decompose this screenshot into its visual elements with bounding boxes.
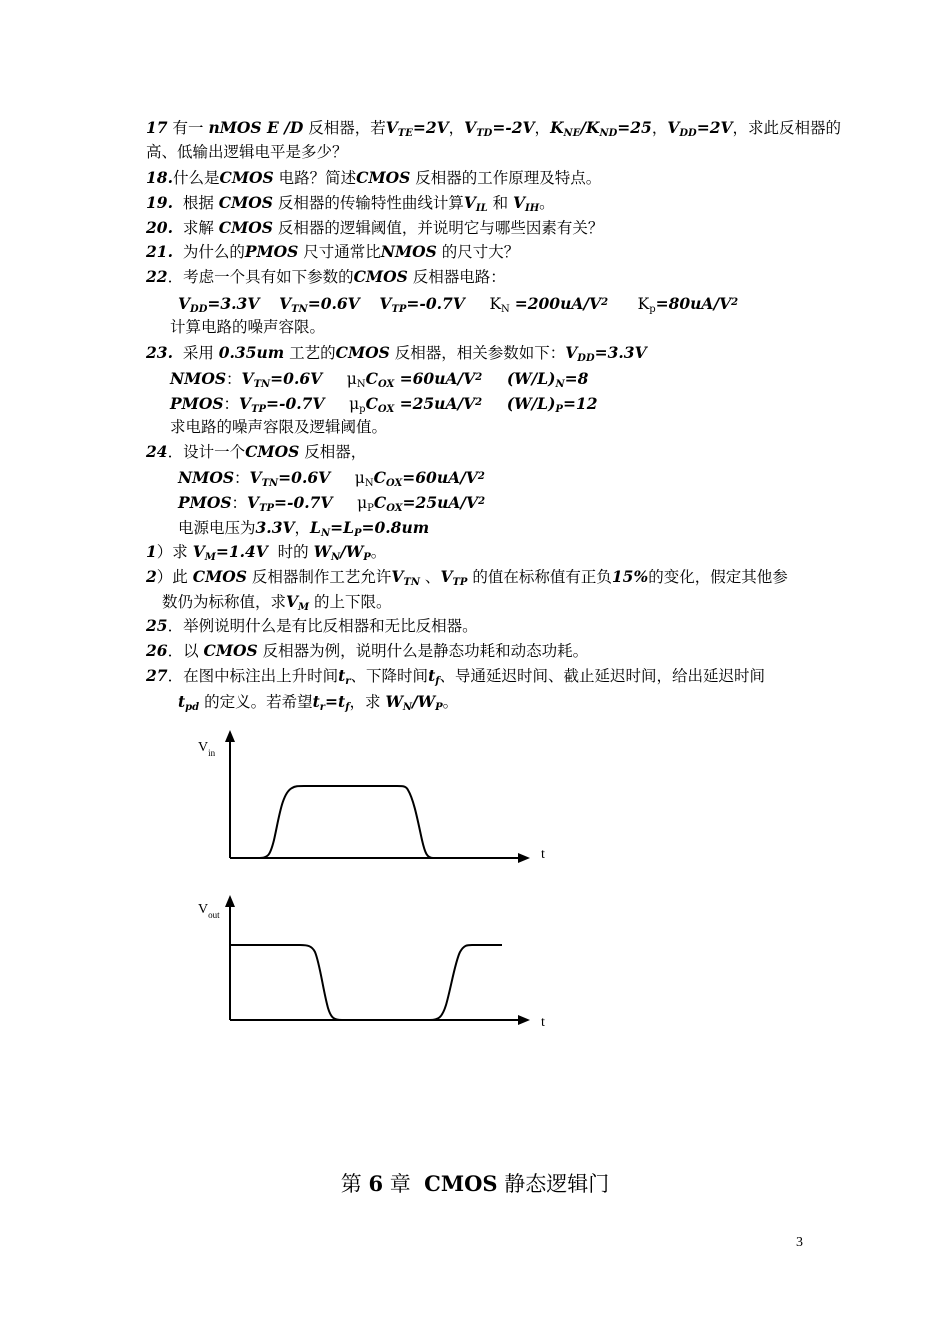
q24-sub2-line2: 数仍为标称值，求$V_M$ 的上下限。	[162, 592, 392, 613]
vout-x-arrow	[518, 1015, 530, 1025]
q21: 21. 为什么的PMOS 尺寸通常比NMOS 的尺寸大？	[146, 242, 520, 261]
page-number: 3	[796, 1235, 803, 1250]
q20: 20. 求解 CMOS 反相器的逻辑阈值，并说明它与哪些因素有关？	[146, 218, 604, 237]
q24-sub2-line1: 2）此 CMOS 反相器制作工艺允许$V_{TN}$ 、$V_{TP}$ 的值在标称值有正负15%的变化，假定其他参	[146, 567, 788, 588]
q22-params: $V_{DD}=3.3V$ $V_{TN}=0.6V$ $V_{TP}=-0.7V$ $K_N =200uA/V^2$ $K_p=80uA/V^2$	[178, 294, 739, 315]
q26: 26．以 CMOS 反相器为例，说明什么是静态功耗和动态功耗。	[146, 641, 589, 660]
q23-line1: 23. 采用 0.35um 工艺的CMOS 反相器，相关参数如下：$V_{DD}=3.3V$	[146, 343, 647, 364]
vin-x-arrow	[518, 853, 530, 863]
q24-sub1: 1）求 $V_M=1.4V$ 时的 $W_N/W_P$。	[146, 542, 387, 563]
q25: 25．举例说明什么是有比反相器和无比反相器。	[146, 616, 478, 635]
q24-pmos: PMOS：$V_{TP}=-0.7V$ $\mu_PC_{OX}=25uA/V^2$	[178, 493, 486, 514]
vin-label: $V_{in}$	[198, 740, 216, 758]
q27-line1: 27．在图中标注出上升时间$t_r$、下降时间$t_f$、导通延迟时间、截止延迟时间，给出延迟时间	[146, 666, 766, 687]
t-label-bottom: t	[541, 1015, 545, 1030]
q19: 19. 根据 CMOS 反相器的传输特性曲线计算$V_{IL}$ 和 $V_{IH}$。	[146, 193, 555, 214]
vout-waveform	[230, 945, 502, 1020]
q17-line2: 高、低输出逻辑电平是多少？	[146, 143, 348, 161]
vin-waveform	[230, 786, 465, 858]
vin-y-arrow	[225, 730, 235, 742]
q24-supply: 电源电压为3.3V，$L_N=L_P=0.8um$	[178, 518, 430, 539]
t-label-top: t	[541, 847, 545, 862]
q23-line4: 求电路的噪声容限及逻辑阈值。	[170, 418, 388, 436]
vout-axes	[230, 901, 522, 1020]
q18: 18.什么是CMOS 电路？简述CMOS 反相器的工作原理及特点。	[146, 168, 602, 187]
q24-nmos: NMOS：$V_{TN}=0.6V$ $\mu_NC_{OX}=60uA/V^2$	[178, 468, 485, 489]
vin-axes	[230, 736, 522, 858]
q23-pmos: PMOS：$V_{TP}=-0.7V$ $\mu_pC_{OX} =25uA/V^2$ $(W/L)_P=12$	[170, 394, 598, 415]
q23-nmos: NMOS：$V_{TN}=0.6V$ $\mu_NC_{OX} =60uA/V^2$ $(W/L)_N=8$	[170, 369, 589, 390]
q22-line1: 22．考虑一个具有如下参数的CMOS 反相器电路：	[146, 267, 506, 286]
chapter-title: 第 6 章 CMOS 静态逻辑门	[340, 1171, 610, 1196]
vout-y-arrow	[225, 895, 235, 907]
q22-line3: 计算电路的噪声容限。	[170, 318, 326, 336]
q17-line1: 17 有一 nMOS E /D 反相器，若$V_{TE}=2V$，$V_{TD}=-2V$，$K_{NE}/K_{ND}=25$，$V_{DD}=2V$，求此反相器的	[146, 118, 842, 139]
q27-line2: $t_{pd}$ 的定义。若希望$t_r=t_f$，求 $W_N/W_P$。	[178, 692, 459, 713]
q24-line1: 24．设计一个CMOS 反相器，	[146, 442, 367, 461]
vout-label: $V_{out}$	[198, 902, 220, 920]
